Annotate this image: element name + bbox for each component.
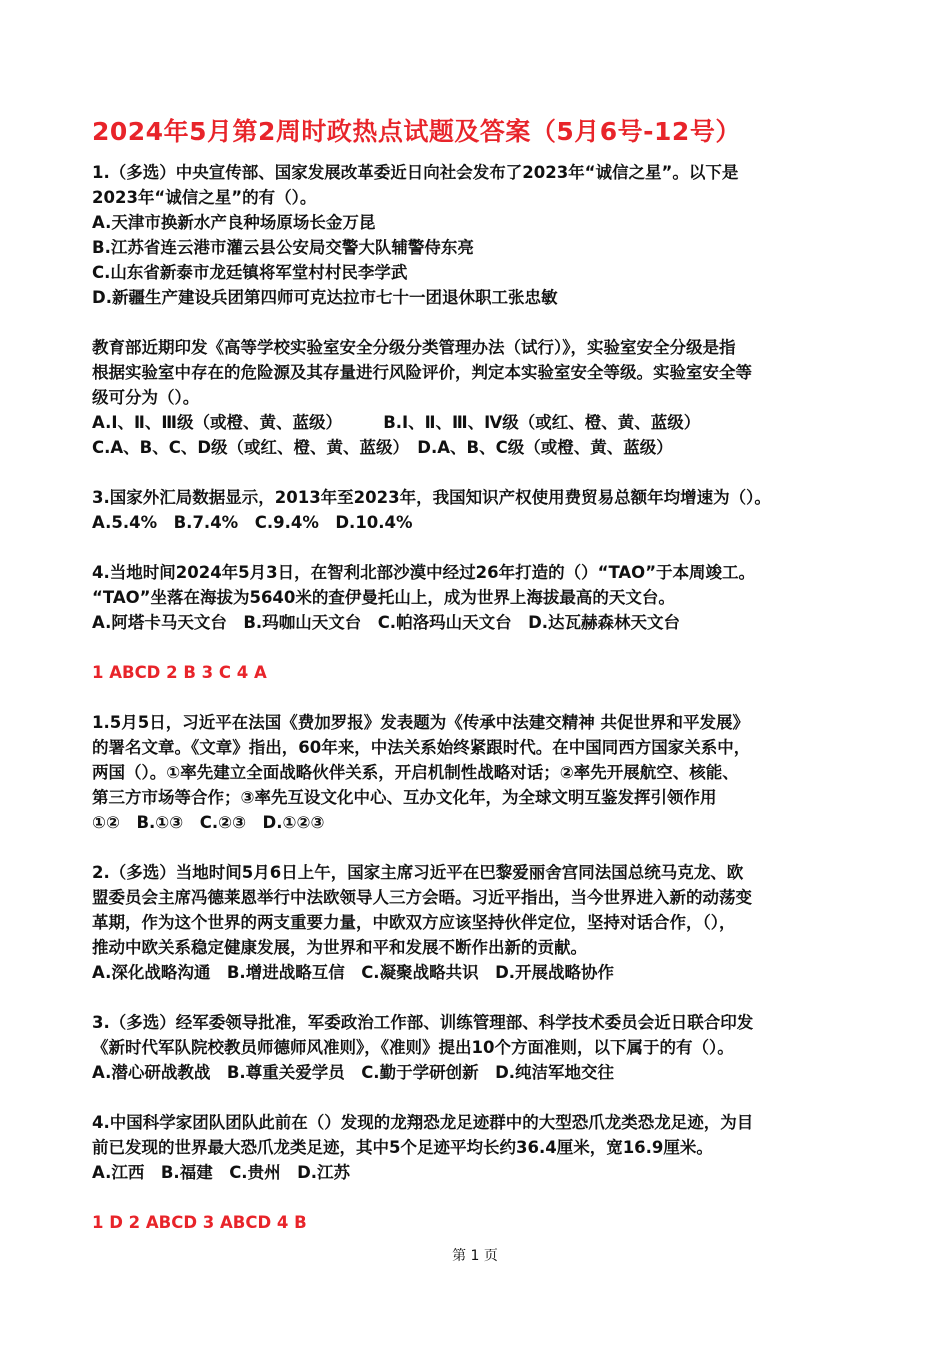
question-2: [92, 335, 868, 460]
question-text: 推动中欧关系稳定健康发展，为世界和平和发展不断作出新的贡献。: [92, 938, 587, 957]
question-4b: [92, 1110, 868, 1185]
question-3: [92, 485, 868, 535]
question-text: 两国（）。①率先建立全面战略伙伴关系，开启机制性战略对话；②率先开展航空、核能、: [92, 763, 739, 782]
options-cd: C.A、B、C、D级（或红、橙、黄、蓝级） D.A、B、C级（或橙、黄、蓝级）: [92, 438, 673, 457]
question-text: 3.国家外汇局数据显示，2013年至2023年，我国知识产权使用费贸易总额年均增速为（）。: [92, 488, 771, 507]
question-3b: [92, 1010, 868, 1085]
option-a: A.天津市换新水产良种场原场长金万昆: [92, 213, 376, 232]
question-text: 盟委员会主席冯德莱恩举行中法欧领导人三方会晤。习近平指出，当今世界进入新的动荡变: [92, 888, 752, 907]
question-text: 1.5月5日，习近平在法国《费加罗报》发表题为《传承中法建交精神 共促世界和平发展》: [92, 713, 749, 732]
question-2b: [92, 860, 868, 985]
question-text: 革期，作为这个世界的两支重要力量，中欧双方应该坚持伙伴定位，坚持对话合作，（），: [92, 913, 736, 932]
question-text: 4.中国科学家团队团队此前在（）发现的龙翔恐龙足迹群中的大型恐爪龙类恐龙足迹，为目: [92, 1113, 754, 1132]
spacer: [92, 535, 868, 560]
question-text: 教育部近期印发《高等学校实验室安全分级分类管理办法（试行）》，实验室安全分级是指: [92, 338, 736, 357]
question-1b: [92, 710, 868, 835]
question-text: 的署名文章。《文章》指出，60年来，中法关系始终紧跟时代。在中国同西方国家关系中，: [92, 738, 751, 757]
document-page: [92, 110, 868, 1235]
spacer: [92, 685, 868, 710]
options: A.潜心研战教战 B.尊重关爱学员 C.勤于学研创新 D.纯洁军地交往: [92, 1063, 615, 1082]
spacer: [92, 1085, 868, 1110]
options: A.5.4% B.7.4% C.9.4% D.10.4%: [92, 513, 413, 532]
question-text: 第三方市场等合作；③率先互设文化中心、互办文化年，为全球文明互鉴发挥引领作用: [92, 788, 717, 807]
page-number: 第 1 页: [452, 1248, 498, 1264]
question-4: [92, 560, 868, 635]
spacer: [92, 1185, 868, 1210]
option-d: D.新疆生产建设兵团第四师可克达拉市七十一团退休职工张忠敏: [92, 288, 558, 307]
options: A.江西 B.福建 C.贵州 D.江苏: [92, 1163, 351, 1182]
question-text: 2.（多选）当地时间5月6日上午，国家主席习近平在巴黎爱丽舍宫同法国总统马克龙、欧: [92, 863, 744, 882]
question-1: [92, 160, 868, 310]
question-text: 1.（多选）中央宣传部、国家发展改革委近日向社会发布了2023年“诚信之星”。以下是: [92, 163, 739, 182]
document-title: 2024年5月第2周时政热点试题及答案（5月6号-12号）: [92, 117, 741, 146]
spacer: [92, 835, 868, 860]
question-text: 2023年“诚信之星”的有（）。: [92, 188, 317, 207]
answer-key-1: 1 ABCD 2 B 3 C 4 A: [92, 663, 267, 682]
options: A.阿塔卡马天文台 B.玛咖山天文台 C.帕洛玛山天文台 D.达瓦赫森林天文台: [92, 613, 681, 632]
option-c: C.山东省新泰市龙廷镇将军堂村村民李学武: [92, 263, 408, 282]
question-text: 根据实验室中存在的危险源及其存量进行风险评价，判定本实验室安全等级。实验室安全等: [92, 363, 752, 382]
options-ab: A.Ⅰ、Ⅱ、Ⅲ级（或橙、黄、蓝级） B.Ⅰ、Ⅱ、Ⅲ、Ⅳ级（或红、橙、黄、蓝级）: [92, 413, 701, 432]
question-text: 4.当地时间2024年5月3日，在智利北部沙漠中经过26年打造的（）“TAO”于本周竣工。: [92, 563, 756, 582]
spacer: [92, 460, 868, 485]
spacer: [92, 985, 868, 1010]
question-text: 前已发现的世界最大恐爪龙类足迹，其中5个足迹平均长约36.4厘米，宽16.9厘米。: [92, 1138, 713, 1157]
spacer: [92, 635, 868, 660]
options: A.深化战略沟通 B.增进战略互信 C.凝聚战略共识 D.开展战略协作: [92, 963, 615, 982]
question-text: 《新时代军队院校教员师德师风准则》，《准则》提出10个方面准则，以下属于的有（）。: [92, 1038, 734, 1057]
question-text: 3.（多选）经军委领导批准，军委政治工作部、训练管理部、科学技术委员会近日联合印发: [92, 1013, 754, 1032]
options: ①② B.①③ C.②③ D.①②③: [92, 813, 325, 832]
answer-key-2: 1 D 2 ABCD 3 ABCD 4 B: [92, 1213, 307, 1232]
option-b: B.江苏省连云港市灌云县公安局交警大队辅警侍东亮: [92, 238, 474, 257]
question-text: “TAO”坐落在海拔为5640米的查伊曼托山上，成为世界上海拔最高的天文台。: [92, 588, 675, 607]
question-text: 级可分为（）。: [92, 388, 200, 407]
spacer: [92, 310, 868, 335]
